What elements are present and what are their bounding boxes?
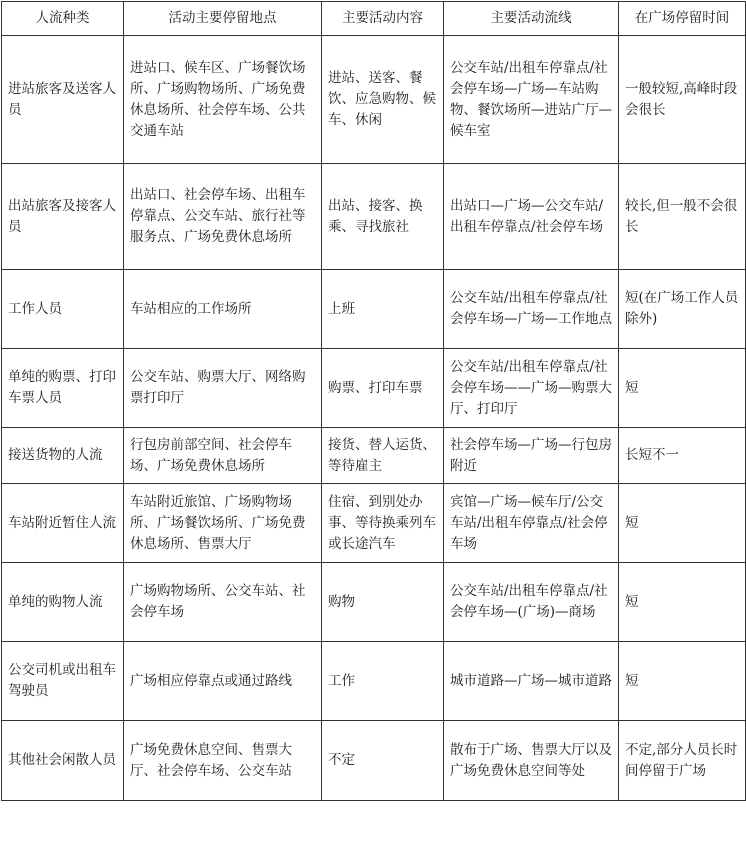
table-row [2, 36, 746, 164]
cell-activities: 出站、接客、换乘、寻找旅社 [322, 164, 444, 270]
cell-flow-type: 其他社会闲散人员 [2, 721, 124, 801]
table-row [2, 164, 746, 270]
pedestrian-flow-table [1, 1, 746, 801]
cell-duration: 短 [619, 484, 746, 563]
cell-flow-type: 单纯的购物人流 [2, 563, 124, 642]
cell-duration: 较长,但一般不会很长 [619, 164, 746, 270]
cell-flow-type: 单纯的购票、打印车票人员 [2, 349, 124, 428]
cell-locations: 行包房前部空间、社会停车场、广场免费休息场所 [124, 428, 322, 484]
cell-locations: 广场相应停靠点或通过路线 [124, 642, 322, 721]
cell-locations: 车站相应的工作场所 [124, 270, 322, 349]
cell-activities: 工作 [322, 642, 444, 721]
cell-locations: 进站口、候车区、广场餐饮场所、广场购物场所、广场免费休息场所、社会停车场、公共交通车站 [124, 36, 322, 164]
cell-flow: 公交车站/出租车停靠点/社会停车场—广场—车站购物、餐饮场所—进站广厅—候车室 [444, 36, 619, 164]
cell-duration: 不定,部分人员长时间停留于广场 [619, 721, 746, 801]
cell-flow: 出站口—广场—公交车站/出租车停靠点/社会停车场 [444, 164, 619, 270]
cell-activities: 购物 [322, 563, 444, 642]
cell-activities: 接货、替人运货、等待雇主 [322, 428, 444, 484]
cell-flow: 社会停车场—广场—行包房附近 [444, 428, 619, 484]
table-row [2, 642, 746, 721]
cell-flow-type: 车站附近暂住人流 [2, 484, 124, 563]
header-flow-type: 人流种类 [2, 2, 124, 36]
cell-flow-type: 出站旅客及接客人员 [2, 164, 124, 270]
header-stay-duration: 在广场停留时间 [619, 2, 746, 36]
cell-activities: 不定 [322, 721, 444, 801]
cell-flow: 公交车站/出租车停靠点/社会停车场——广场—购票大厅、打印厅 [444, 349, 619, 428]
header-row [2, 2, 746, 36]
header-main-locations: 活动主要停留地点 [124, 2, 322, 36]
cell-locations: 广场免费休息空间、售票大厅、社会停车场、公交车站 [124, 721, 322, 801]
cell-flow-type: 接送货物的人流 [2, 428, 124, 484]
cell-flow: 城市道路—广场—城市道路 [444, 642, 619, 721]
table-row [2, 563, 746, 642]
header-activity-flow: 主要活动流线 [444, 2, 619, 36]
cell-activities: 上班 [322, 270, 444, 349]
table-row [2, 349, 746, 428]
cell-activities: 进站、送客、餐饮、应急购物、候车、休闲 [322, 36, 444, 164]
cell-duration: 短(在广场工作人员除外) [619, 270, 746, 349]
cell-flow-type: 进站旅客及送客人员 [2, 36, 124, 164]
cell-locations: 广场购物场所、公交车站、社会停车场 [124, 563, 322, 642]
cell-flow: 公交车站/出租车停靠点/社会停车场—广场—工作地点 [444, 270, 619, 349]
cell-activities: 购票、打印车票 [322, 349, 444, 428]
table-row [2, 484, 746, 563]
cell-duration: 一般较短,高峰时段会很长 [619, 36, 746, 164]
cell-flow: 散布于广场、售票大厅以及广场免费休息空间等处 [444, 721, 619, 801]
cell-flow-type: 公交司机或出租车驾驶员 [2, 642, 124, 721]
cell-duration: 短 [619, 349, 746, 428]
cell-flow-type: 工作人员 [2, 270, 124, 349]
table-row [2, 270, 746, 349]
cell-locations: 出站口、社会停车场、出租车停靠点、公交车站、旅行社等服务点、广场免费休息场所 [124, 164, 322, 270]
cell-flow: 公交车站/出租车停靠点/社会停车场—(广场)—商场 [444, 563, 619, 642]
header-main-activities: 主要活动内容 [322, 2, 444, 36]
cell-locations: 车站附近旅馆、广场购物场所、广场餐饮场所、广场免费休息场所、售票大厅 [124, 484, 322, 563]
cell-locations: 公交车站、购票大厅、网络购票打印厅 [124, 349, 322, 428]
cell-activities: 住宿、到别处办事、等待换乘列车或长途汽车 [322, 484, 444, 563]
cell-duration: 短 [619, 642, 746, 721]
table-row [2, 721, 746, 801]
cell-duration: 长短不一 [619, 428, 746, 484]
cell-flow: 宾馆—广场—候车厅/公交车站/出租车停靠点/社会停车场 [444, 484, 619, 563]
cell-duration: 短 [619, 563, 746, 642]
table-row [2, 428, 746, 484]
